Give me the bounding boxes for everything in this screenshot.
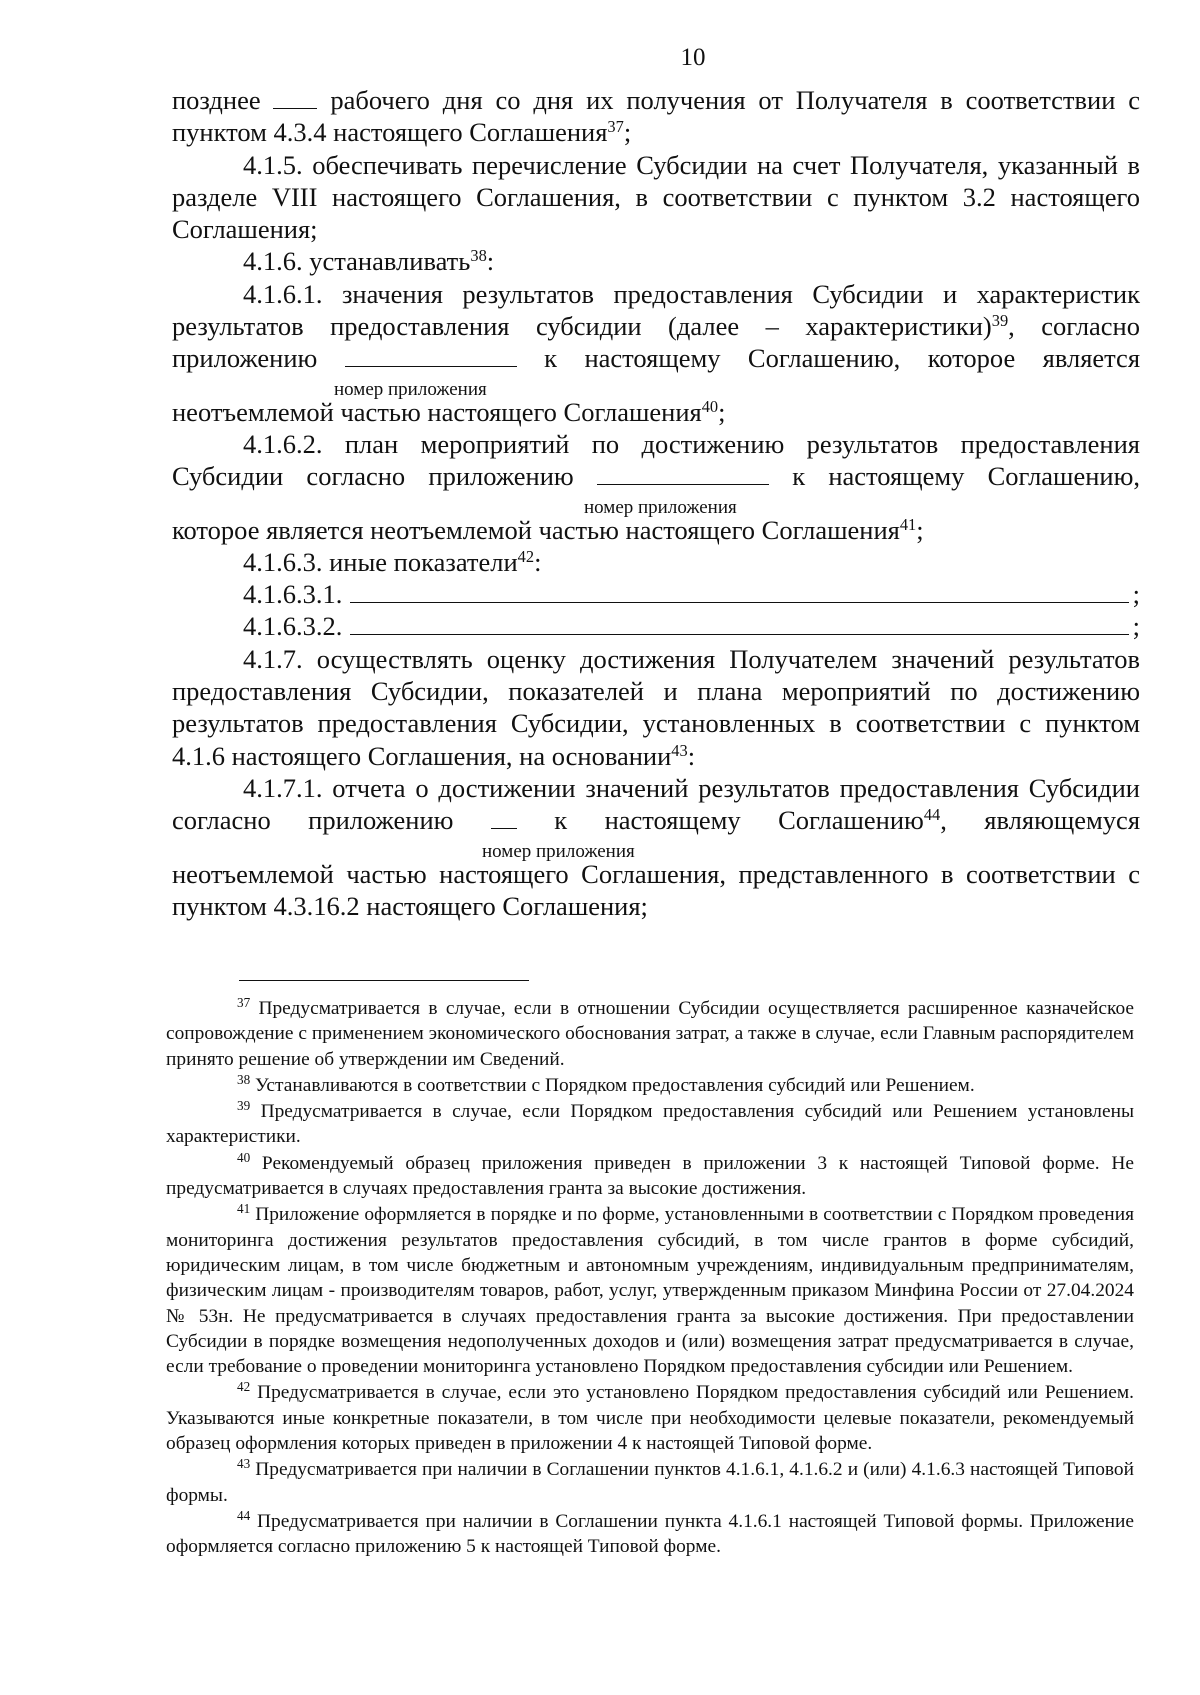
- text: ;: [718, 396, 726, 427]
- footnote-ref: 40: [701, 396, 719, 416]
- caption-row: [172, 837, 1140, 862]
- footnote-44: [166, 1509, 1134, 1560]
- indicator-line-2: [172, 610, 1140, 642]
- appendix-number-blank: [597, 462, 769, 485]
- text: к настоящему Соглашению: [554, 805, 924, 836]
- footnote-number: 38: [237, 1071, 251, 1087]
- item-label: 4.1.6.3.2.: [243, 611, 343, 642]
- footnote-number: 40: [237, 1149, 251, 1165]
- text: 4.1.6. устанавливать: [243, 246, 471, 277]
- paragraph-4-1-6-1-end: [172, 396, 1140, 428]
- text: которое является неотъемлемой частью настоящего Соглашения: [172, 514, 900, 545]
- text: 4.1.7.1. отчета о достижении значений результатов предоставления: [243, 772, 1019, 803]
- footnote-number: 43: [237, 1456, 251, 1472]
- footnote-43: [166, 1457, 1134, 1508]
- text: приложению: [172, 343, 318, 374]
- appendix-number-caption: номер приложения: [584, 496, 737, 518]
- text: :: [687, 740, 696, 771]
- text: 4.1.7. осуществлять оценку достижения Получателем значений результатов предоставления Субсидии, показателей и плана мероприятий по достижению результатов предоставления Субсидии, установленных в соответствии с пунктом 4.1.6 настоящего Соглашения, на основании: [172, 643, 1140, 771]
- paragraph-4-1-7: [172, 643, 1140, 772]
- footnote-ref: 39: [991, 311, 1009, 331]
- text: к настоящему Соглашению,: [792, 461, 1141, 492]
- footnote-separator: [239, 980, 529, 981]
- appendix-number-blank: [345, 344, 517, 367]
- footnote-text: Приложение оформляется в порядке и по форме, установленными в соответствии с Порядком проведения мониторинга достижения результатов предоставления субсидий, в том числе грантов в форме субсидий, юридическим лицам, в том числе бюджетным и автономным учреждениям, индивидуальным предпринимателям, физическим лицам - производителям товаров, работ, услуг, утвержденным приказом Минфина России от 27.04.2024 № 53н. Не предусматривается в случаях предоставления гранта за высокие достижения. При предоставлении Субсидии в порядке возмещения недополученных доходов и (или) возмещения затрат предусматривается в случае, если требование о проведении мониторинга установлено Порядком предоставления субсидии или Решением.: [166, 1204, 1134, 1378]
- indicator-line-1: [172, 578, 1140, 610]
- footnote-38: [166, 1073, 1134, 1098]
- footnote-41: [166, 1202, 1134, 1379]
- item-label: 4.1.6.3.1.: [243, 579, 343, 610]
- page-number: 10: [680, 44, 706, 71]
- days-blank: [273, 86, 317, 109]
- footnote-42: [166, 1380, 1134, 1456]
- text: рабочего дня со дня их получения от Получателя в соответствии с пунктом 4.3.4 настоящего Соглашения: [172, 85, 1141, 148]
- text: ;: [623, 117, 632, 148]
- caption-row: [172, 375, 1140, 400]
- text: :: [486, 246, 495, 277]
- paragraph-4-1-6-3: [172, 546, 1140, 578]
- paragraph-4-1-4-continuation: [172, 84, 1140, 149]
- footnote-ref: 44: [923, 805, 941, 825]
- footnote-text: Предусматривается при наличии в Соглашении пункта 4.1.6.1 настоящей Типовой формы. Приложение оформляется согласно приложению 5 к настоящей Типовой форме.: [166, 1510, 1134, 1558]
- footnote-ref: 37: [607, 117, 624, 137]
- text: неотъемлемой частью настоящего Соглашения: [172, 396, 702, 427]
- footnote-text: Предусматривается в случае, если это установлено Порядком предоставления субсидий или Решением. Указываются иные конкретные показатели, в том числе при необходимости целевые показатели, рекомендуемый образец оформления которых приведен в приложении 4 к настоящей Типовой форме.: [166, 1382, 1134, 1455]
- indicator-blank: [350, 610, 1128, 635]
- paragraph-4-1-7-1: [172, 772, 1140, 837]
- footnote-ref: 38: [470, 246, 487, 266]
- text: ;: [1132, 611, 1140, 642]
- footnote-number: 41: [237, 1201, 251, 1217]
- footnote-text: Предусматривается в случае, если в отношении Субсидии осуществляется расширенное казначейское сопровождение с применением экономического обоснования затрат, а также в случае, если Главным распорядителем принято решение об утверждении им Сведений.: [166, 998, 1134, 1070]
- text: , согласно: [1008, 311, 1140, 342]
- footnote-ref: 41: [899, 514, 917, 534]
- footnote-ref: 42: [517, 546, 535, 566]
- footnote-ref: 43: [671, 740, 688, 760]
- appendix-number-caption: номер приложения: [334, 378, 487, 400]
- text: ;: [916, 514, 924, 545]
- footnote-number: 39: [237, 1097, 251, 1113]
- caption-row: [172, 493, 1140, 518]
- paragraph-4-1-5: 4.1.5. обеспечивать перечисление Субсидии на счет Получателя, указанный в разделе VIII настоящего Соглашения, в соответствии с пунктом 3.2 настоящего Соглашения;: [172, 149, 1140, 245]
- text: 4.1.6.1. значения результатов предоставления Субсидии и характеристик результатов предоставления субсидии (далее – характеристики): [172, 278, 1140, 342]
- footnote-text: Предусматривается в случае, если Порядком предоставления субсидий или Решением установлены характеристики.: [166, 1101, 1134, 1148]
- appendix-number-caption: номер приложения: [482, 840, 635, 862]
- footnote-text: Рекомендуемый образец приложения приведен в приложении 3 к настоящей Типовой форме. Не предусматривается в случаях предоставления гранта за высокие достижения.: [166, 1152, 1134, 1200]
- footnote-number: 44: [237, 1507, 251, 1523]
- paragraph-4-1-6-2: [172, 428, 1140, 493]
- indicator-blank: [350, 578, 1128, 603]
- appendix-number-blank: [491, 806, 517, 829]
- footnote-text: Устанавливаются в соответствии с Порядком предоставления субсидий или Решением.: [250, 1074, 975, 1096]
- footnote-number: 37: [237, 994, 251, 1010]
- footnote-number: 42: [237, 1379, 251, 1395]
- text: 4.1.6.2. план мероприятий по достижению результатов предоставления: [243, 428, 1140, 459]
- footnote-40: [166, 1151, 1134, 1202]
- text: Субсидии согласно приложению: [172, 772, 1140, 836]
- text: к настоящему Соглашению, которое является: [544, 343, 1141, 374]
- paragraph-4-1-6-1: [172, 278, 1140, 375]
- text: позднее: [172, 85, 261, 115]
- text: Субсидии согласно приложению: [172, 461, 574, 492]
- footnote-39: [166, 1099, 1134, 1150]
- footnotes: [166, 996, 1134, 1561]
- text: 4.1.6.3. иные показатели: [243, 546, 518, 577]
- footnote-37: [166, 996, 1134, 1072]
- text: , являющемуся: [940, 805, 1141, 836]
- footnote-text: Предусматривается при наличии в Соглашении пунктов 4.1.6.1, 4.1.6.2 и (или) 4.1.6.3 настоящей Типовой формы.: [166, 1459, 1134, 1506]
- paragraph-4-1-6: [172, 245, 1140, 277]
- text: :: [534, 546, 542, 577]
- text: ;: [1132, 579, 1140, 610]
- paragraph-4-1-7-1-end: неотъемлемой частью настоящего Соглашения, представленного в соответствии с пунктом 4.3.16.2 настоящего Соглашения;: [172, 858, 1140, 921]
- agreement-body: [172, 84, 1140, 922]
